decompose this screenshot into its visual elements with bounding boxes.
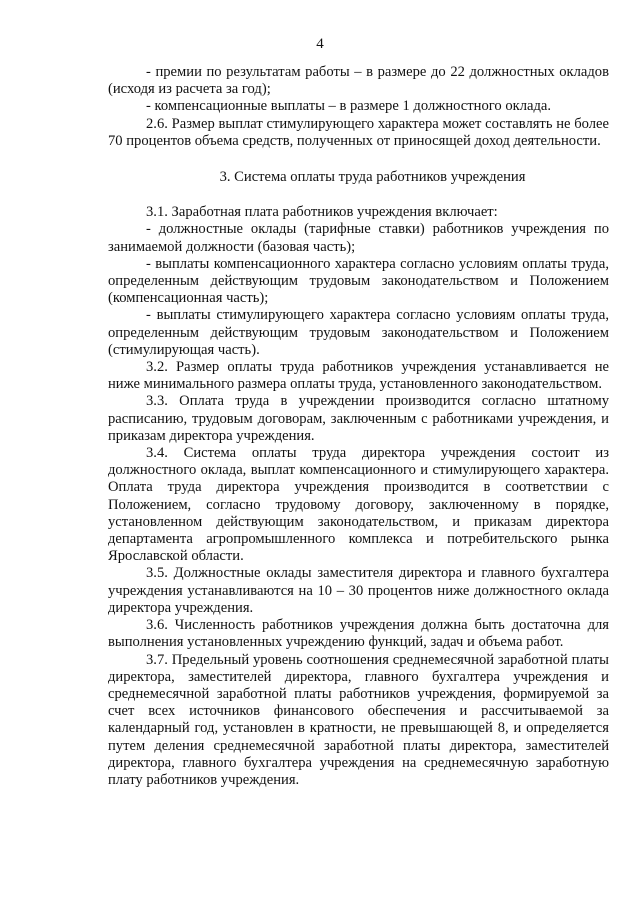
clause-3-3: 3.3. Оплата труда в учреждении производится согласно штатному расписанию, трудовым договорам, заключенным с работниками учреждения, и приказам директора учреждения. — [108, 393, 609, 444]
document-body — [108, 64, 609, 789]
compensatory-payments-item: - выплаты компенсационного характера согласно условиям оплаты труда, определенным действующим трудовым законодательством и Положением (компенсационная часть); — [108, 255, 609, 307]
clause-3-5: 3.5. Должностные оклады заместителя директора и главного бухгалтера учреждения устанавливаются на 10 – 30 процентов ниже должностного оклада директора учреждения. — [108, 565, 609, 616]
base-salary-item: - должностные оклады (тарифные ставки) работников учреждения по занимаемой должности (базовая часть); — [108, 221, 609, 255]
section-heading: 3. Система оплаты труда работников учреждения — [219, 169, 526, 186]
clause-3-7: 3.7. Предельный уровень соотношения среднемесячной заработной платы директора, заместителей директора, главного бухгалтера учреждения и среднемесячной заработной платы работников учреждения, формируемой за счет всех источников финансового обеспечения и рассчитываемой за календарный год, установлен в кратности, не превышающей 8, и определяется путем деления среднемесячной заработной платы директора, заместителей директора, главного бухгалтера учреждения на среднемесячную заработную плату работников учреждения. — [108, 651, 609, 788]
incentive-payments-item: - выплаты стимулирующего характера согласно условиям оплаты труда, определенным действующим трудовым законодательством и Положением (стимулирующая часть). — [108, 307, 609, 358]
clause-3-6: 3.6. Численность работников учреждения должна быть достаточна для выполнения установленных учреждению функций, задач и объема работ. — [108, 617, 609, 651]
clause-2-6: 2.6. Размер выплат стимулирующего характера может составлять не более 70 процентов объема средств, полученных от приносящей доход деятельности. — [108, 115, 609, 149]
clause-3-2: 3.2. Размер оплаты труда работников учреждения устанавливается не ниже минимального размера оплаты труда, установленного законодательством. — [108, 359, 609, 393]
page-number: 4 — [316, 36, 324, 52]
clause-3-1: 3.1. Заработная плата работников учреждения включает: — [146, 204, 498, 221]
bonus-item: - премии по результатам работы – в размере до 22 должностных окладов (исходя из расчета за год); — [108, 64, 609, 98]
compensation-item: - компенсационные выплаты – в размере 1 должностного оклада. — [146, 98, 552, 115]
clause-3-4: 3.4. Система оплаты труда директора учреждения состоит из должностного оклада, выплат компенсационного и стимулирующего характера. Оплата труда директора учреждения производится в соответствии с Положением, согласно трудовому договору, заключенному в порядке, установленном действующим законодательством, и приказам директора департамента агропромышленного комплекса и потребительского рынка Ярославской области. — [108, 445, 609, 565]
